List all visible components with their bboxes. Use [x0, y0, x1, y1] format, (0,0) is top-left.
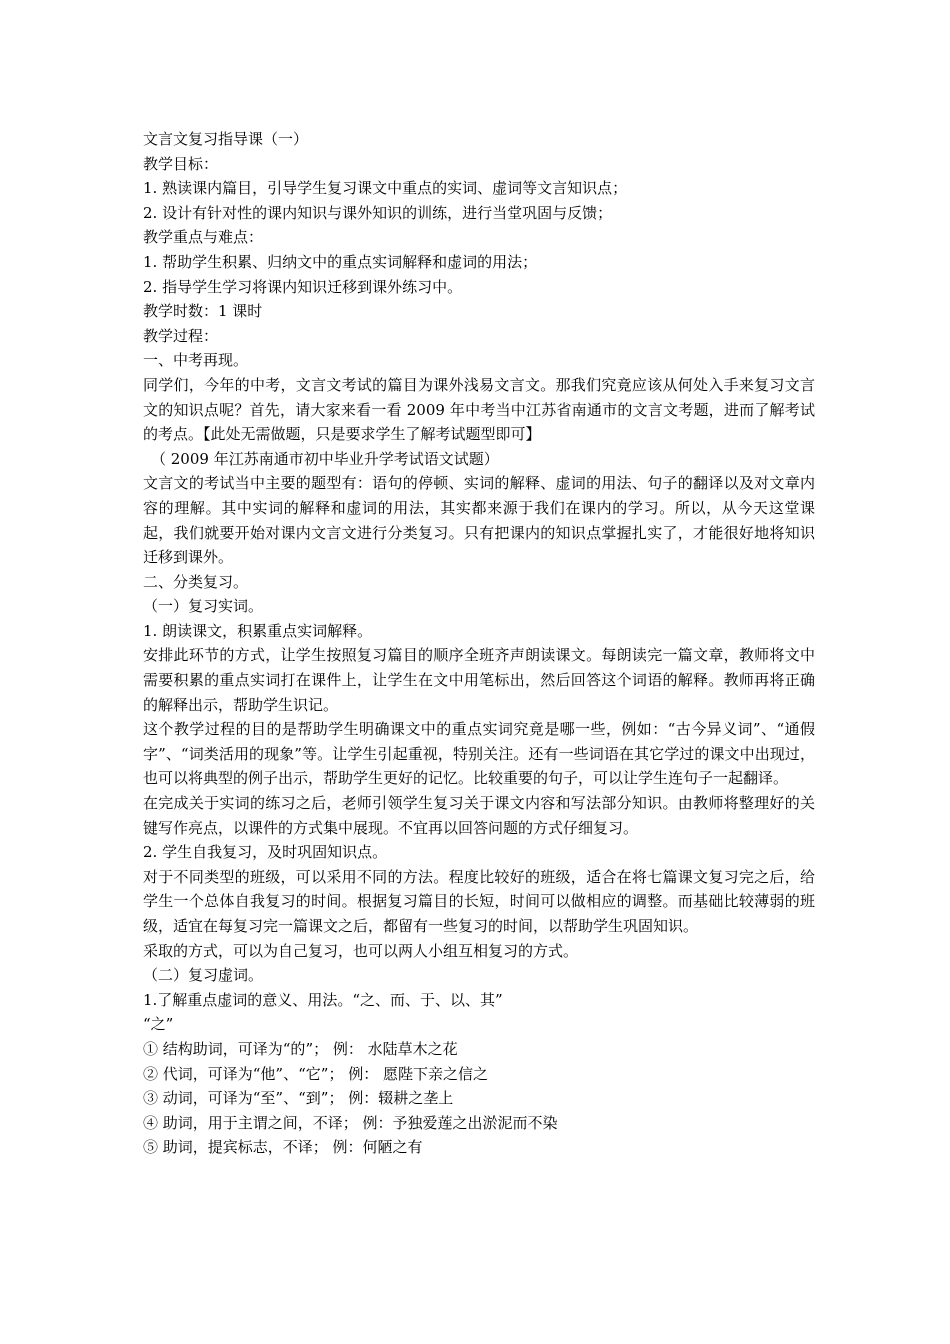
paragraph: 1. 熟读课内篇目，引导学生复习课文中重点的实词、虚词等文言知识点； [143, 179, 628, 198]
paragraph: “之” [143, 1015, 174, 1034]
list-item: ② 代词，可译为“他”、“它”； 例： 愿陛下亲之信之 [143, 1064, 488, 1083]
list-item: ③ 动词，可译为“至”、“到”； 例：辍耕之垄上 [143, 1089, 454, 1108]
subsection-heading: （一）复习实词。 [143, 597, 264, 616]
paragraph: 教学重点与难点： [143, 228, 264, 247]
list-item: ① 结构助词，可译为“的”； 例： 水陆草木之花 [143, 1039, 458, 1058]
paragraph: 2. 学生自我复习，及时巩固知识点。 [143, 843, 388, 862]
paragraph: 在完成关于实词的练习之后，老师引领学生复习关于课文内容和写法部分知识。由教师将整理好的关键写作亮点，以课件的方式集中展现。不宜再以回答问题的方式仔细复习。 [143, 794, 815, 837]
paragraph: 1. 帮助学生积累、归纳文中的重点实词解释和虚词的用法； [143, 252, 538, 271]
section-heading: 二、分类复习。 [143, 572, 249, 591]
paragraph: 文言文的考试当中主要的题型有：语句的停顿、实词的解释、虚词的用法、句子的翻译以及对文章内容的理解。其中实词的解释和虚词的用法，其实都来源于我们在课内的学习。所以，从今天这堂课起，我们就要开始对课内文言文进行分类复习。只有把课内的知识点掌握扎实了，才能很好地将知识迁移到课外。 [143, 474, 815, 567]
document-title: 文言文复习指导课（一） [143, 130, 309, 148]
paragraph: 同学们，今年的中考，文言文考试的篇目为课外浅易文言文。那我们究竟应该从何处入手来复习文言文的知识点呢？首先，请大家来看一看 2009 年中考当中江苏省南通市的文言文考题，进而了解考试的考点。【此处无需做题，只是要求学生了解考试题型即可】 [143, 375, 815, 444]
list-item: ④ 助词，用于主谓之间，不译； 例：予独爱莲之出淤泥而不染 [143, 1113, 558, 1132]
section-heading: 一、中考再现。 [143, 351, 249, 370]
paragraph: 对于不同类型的班级，可以采用不同的方法。程度比较好的班级，适合在将七篇课文复习完之后，给学生一个总体自我复习的时间。根据复习篇目的长短，时间可以做相应的调整。而基础比较薄弱的班级，适宜在每复习完一篇课文之后，都留有一些复习的时间，以帮助学生巩固知识。 [143, 867, 815, 935]
paragraph: 这个教学过程的目的是帮助学生明确课文中的重点实词究竟是哪一些，例如：“古今异义词”、“通假字”、“词类活用的现象”等。让学生引起重视，特别关注。还有一些词语在其它学过的课文中出现过，也可以将典型的例子出示，帮助学生更好的记忆。比较重要的句子，可以让学生连句子一起翻译。 [143, 720, 815, 788]
paragraph: （ 2009 年江苏南通市初中毕业升学考试语文试题） [151, 449, 499, 468]
subsection-heading: （二）复习虚词。 [143, 966, 264, 985]
paragraph: 2. 指导学生学习将课内知识迁移到课外练习中。 [143, 277, 463, 296]
paragraph: 2. 设计有针对性的课内知识与课外知识的训练，进行当堂巩固与反馈； [143, 203, 613, 222]
paragraph: 1. 朗读课文，积累重点实词解释。 [143, 621, 373, 640]
paragraph: 安排此环节的方式，让学生按照复习篇目的顺序全班齐声朗读课文。每朗读完一篇文章，教师将文中需要积累的重点实词打在课件上，让学生在文中用笔标出，然后回答这个词语的解释。教师再将正确的解释出示，帮助学生识记。 [143, 646, 815, 714]
paragraph: 采取的方式，可以为自己复习，也可以两人小组互相复习的方式。 [143, 941, 579, 960]
list-item: ⑤ 助词，提宾标志，不译； 例：何陋之有 [143, 1138, 423, 1157]
document-body [143, 127, 815, 1160]
paragraph: 1.了解重点虚词的意义、用法。“之、而、于、以、其” [143, 990, 503, 1009]
paragraph: 教学过程： [143, 326, 219, 345]
paragraph: 教学时数：1 课时 [143, 302, 263, 321]
paragraph: 教学目标： [143, 154, 219, 173]
